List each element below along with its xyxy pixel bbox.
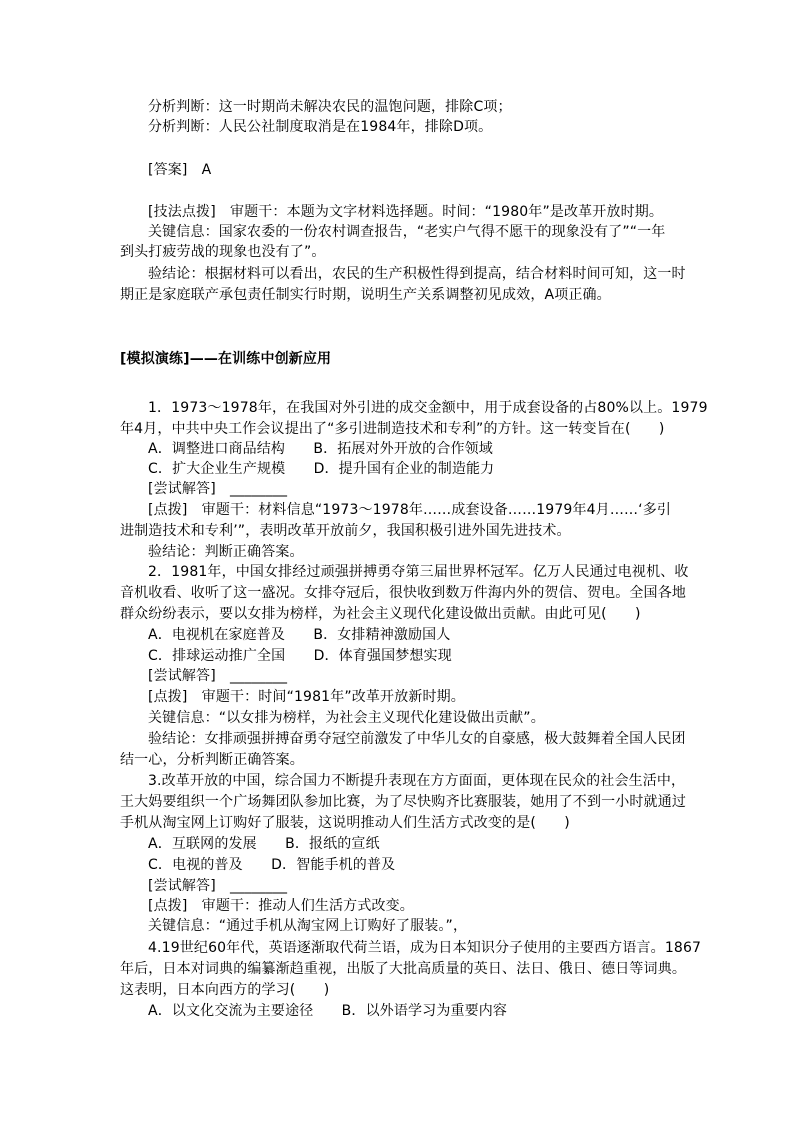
question-3-stem-line-3: 手机从淘宝网上订购好了服装，这说明推动人们生活方式改变的是( ) [120, 815, 570, 831]
key-info-continued: 到头打疲劳战的现象也没有了”。 [120, 244, 326, 260]
analysis-line-c: 分析判断：这一时期尚未解决农民的温饱问题，排除C项； [148, 99, 512, 115]
question-1-conclusion: 验结论：判断正确答案。 [148, 544, 304, 560]
question-4-stem-line-3: 这表明，日本向西方的学习( ) [120, 982, 330, 998]
question-1-options-cd: C．扩大企业生产规模 D．提升国有企业的制造能力 [148, 461, 495, 477]
analysis-line-d: 分析判断：人民公社制度取消是在1984年，排除D项。 [148, 119, 493, 135]
question-2-stem: 2．1981年，中国女排经过顽强拼搏勇夺第三届世界杯冠军。亿万人民通过电视机、收 [148, 564, 689, 580]
question-2-conclusion-continued: 结一心，分析判断正确答案。 [120, 752, 304, 768]
key-info-line: 关键信息：国家农委的一份农村调查报告，“老实户气得不愿干的现象没有了”“一年 [148, 224, 666, 240]
section-heading: [模拟演练]——在训练中创新应用 [120, 351, 332, 367]
question-1-attempt: [尝试解答] ________ [148, 481, 288, 497]
question-2-conclusion: 验结论：女排顽强拼搏奋勇夺冠空前激发了中华儿女的自豪感，极大鼓舞着全国人民团 [148, 731, 686, 747]
question-4-stem: 4.19世纪60年代，英语逐渐取代荷兰语，成为日本知识分子使用的主要西方语言。1867 [148, 940, 702, 956]
question-3-attempt: [尝试解答] ________ [148, 878, 288, 894]
question-1-tip: [点拨] 审题干：材料信息“1973～1978年……成套设备……1979年4月……‘多引 [148, 502, 672, 518]
question-3-stem-line-2: 王大妈要组织一个广场舞团队参加比赛，为了尽快购齐比赛服装，她用了不到一小时就通过 [120, 794, 686, 810]
question-2-stem-line-2: 音机收看、收听了这一盛况。女排夺冠后，很快收到数万件海内外的贺信、贺电。全国各地 [120, 585, 686, 601]
question-3-options-ab: A．互联网的发展 B．报纸的宣纸 [148, 836, 380, 852]
technique-tip-line: [技法点拨] 审题干：本题为文字材料选择题。时间：“1980年”是改革开放时期。 [148, 204, 664, 220]
conclusion-continued: 期正是家庭联产承包责任制实行时期，说明生产关系调整初见成效，A项正确。 [120, 287, 611, 303]
question-2-options-cd: C．排球运动推广全国 D．体育强国梦想实现 [148, 648, 452, 664]
question-1-stem-continued: 年4月，中共中央工作会议提出了“多引进制造技术和专利”的方针。这一转变旨在( ) [120, 421, 665, 437]
question-4-stem-line-2: 年后，日本对词典的编纂渐趋重视，出版了大批高质量的英日、法日、俄日、德日等词典。 [120, 961, 686, 977]
question-1-options-ab: A．调整进口商品结构 B．拓展对外开放的合作领域 [148, 441, 493, 457]
question-3-tip: [点拨] 审题干：推动人们生活方式改变。 [148, 898, 414, 914]
question-2-key-info: 关键信息：“以女排为榜样，为社会主义现代化建设做出贡献”。 [148, 710, 545, 726]
question-3-options-cd: C．电视的普及 D．智能手机的普及 [148, 857, 396, 873]
conclusion-line: 验结论：根据材料可以看出，农民的生产积极性得到提高，结合材料时间可知，这一时 [148, 266, 686, 282]
question-2-options-ab: A．电视机在家庭普及 B．女排精神激励国人 [148, 627, 451, 643]
answer-line: [答案] A [148, 162, 212, 178]
question-2-stem-line-3: 群众纷纷表示，要以女排为榜样，为社会主义现代化建设做出贡献。由此可见( ) [120, 606, 641, 622]
question-1-tip-continued: 进制造技术和专利’”，表明改革开放前夕，我国积极引进外国先进技术。 [120, 523, 571, 539]
question-3-stem: 3.改革开放的中国，综合国力不断提升表现在方方面面，更体现在民众的社会生活中， [148, 773, 686, 789]
question-2-tip: [点拨] 审题干：时间“1981年”改革开放新时期。 [148, 689, 465, 705]
question-2-attempt: [尝试解答] ________ [148, 668, 288, 684]
question-3-key-info: 关键信息：“通过手机从淘宝网上订购好了服装。”， [148, 918, 468, 934]
question-4-options-ab: A．以文化交流为主要途径 B．以外语学习为重要内容 [148, 1003, 508, 1019]
question-1-stem: 1．1973～1978年，在我国对外引进的成交金额中，用于成套设备的占80%以上。1979 [148, 400, 708, 416]
